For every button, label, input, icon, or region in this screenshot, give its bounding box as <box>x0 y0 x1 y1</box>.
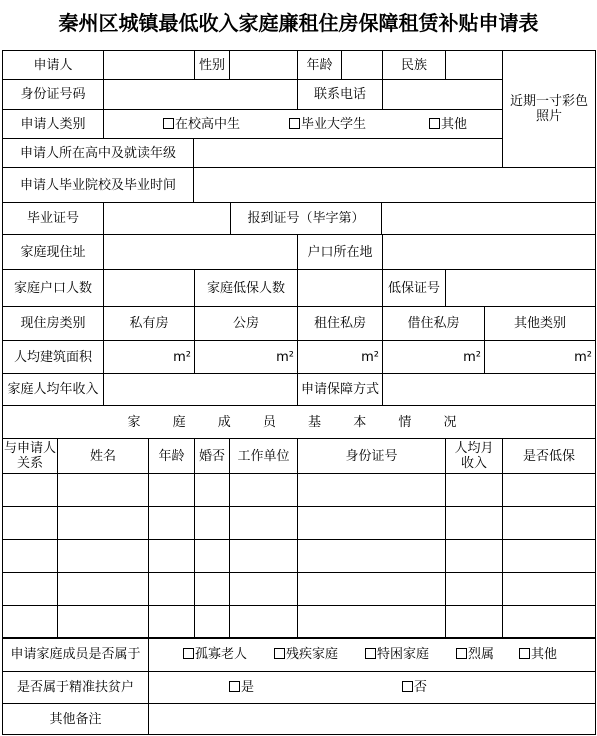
form-title: 秦州区城镇最低收入家庭廉租住房保障租赁补贴申请表 <box>58 11 539 35</box>
gender-field[interactable] <box>229 50 298 80</box>
public-house-label: 公房 <box>194 306 298 341</box>
member-cell-age[interactable] <box>148 539 195 573</box>
member-cell-marriage[interactable] <box>194 539 230 573</box>
checkbox-icon[interactable] <box>402 681 413 692</box>
col-marriage-header: 婚否 <box>194 438 230 474</box>
belong-option-label: 特困家庭 <box>377 647 430 662</box>
min-security-no-field[interactable] <box>445 269 596 307</box>
member-cell-age[interactable] <box>148 473 195 507</box>
member-cell-min-security[interactable] <box>502 572 596 606</box>
phone-label: 联系电话 <box>297 79 383 110</box>
graduation-field[interactable] <box>193 167 596 203</box>
type-option-label: 其他 <box>441 117 468 132</box>
area-public-field[interactable]: m² <box>194 340 298 374</box>
rent-private-label: 租住私房 <box>297 306 383 341</box>
graduation-label: 申请人毕业院校及毕业时间 <box>2 167 194 203</box>
borrow-private-label: 借住私房 <box>382 306 485 341</box>
checkbox-icon[interactable] <box>274 648 285 659</box>
remarks-field[interactable] <box>148 703 596 735</box>
belong-option-disabled[interactable] <box>274 647 338 662</box>
type-option-label: 在校高中生 <box>175 117 241 132</box>
member-cell-age[interactable] <box>148 605 195 639</box>
belong-option-label: 残疾家庭 <box>286 647 339 662</box>
ethnicity-label: 民族 <box>382 50 446 80</box>
belongs-options <box>148 637 596 672</box>
type-option-other[interactable] <box>429 117 467 132</box>
belongs-label: 申请家庭成员是否属于 <box>2 637 149 672</box>
member-cell-relation[interactable] <box>2 506 58 540</box>
applicant-label: 申请人 <box>2 50 104 80</box>
photo-box[interactable]: 近期一寸彩色照片 <box>502 50 596 168</box>
member-cell-income[interactable] <box>445 572 503 606</box>
member-cell-relation[interactable] <box>2 473 58 507</box>
belong-option-label: 孤寡老人 <box>195 647 248 662</box>
min-security-count-label: 家庭低保人数 <box>194 269 298 307</box>
hukou-label: 户口所在地 <box>297 234 383 270</box>
id-number-label: 身份证号码 <box>2 79 104 110</box>
member-cell-name[interactable] <box>57 539 149 573</box>
checkbox-icon[interactable] <box>289 118 300 129</box>
belong-option-label: 烈属 <box>468 647 495 662</box>
member-cell-relation[interactable] <box>2 539 58 573</box>
home-address-label: 家庭现住址 <box>2 234 104 270</box>
member-cell-min-security[interactable] <box>502 605 596 639</box>
age-field[interactable] <box>341 50 383 80</box>
checkbox-icon[interactable] <box>429 118 440 129</box>
school-grade-label: 申请人所在高中及就读年级 <box>2 138 194 168</box>
col-id-header: 身份证号 <box>297 438 446 474</box>
member-cell-min-security[interactable] <box>502 473 596 507</box>
col-name-header: 姓名 <box>57 438 149 474</box>
annual-income-field[interactable] <box>103 373 298 406</box>
applicant-type-label: 申请人类别 <box>2 109 104 139</box>
annual-income-label: 家庭人均年收入 <box>2 373 104 406</box>
type-option-highschool[interactable] <box>163 117 240 132</box>
belong-option-other[interactable] <box>519 647 557 662</box>
member-cell-employer[interactable] <box>229 473 298 507</box>
member-cell-id[interactable] <box>297 572 446 606</box>
id-number-field[interactable] <box>103 79 298 110</box>
report-no-label: 报到证号（毕字第） <box>230 202 382 235</box>
area-other-field[interactable]: m² <box>484 340 596 374</box>
phone-field[interactable] <box>382 79 503 110</box>
belong-option-martyr[interactable] <box>456 647 494 662</box>
area-private-field[interactable]: m² <box>103 340 195 374</box>
private-house-label: 私有房 <box>103 306 195 341</box>
diploma-field[interactable] <box>103 202 231 235</box>
apply-method-field[interactable] <box>382 373 596 406</box>
hukou-field[interactable] <box>382 234 596 270</box>
poverty-label: 是否属于精准扶贫户 <box>2 671 149 704</box>
col-min-security-header: 是否低保 <box>502 438 596 474</box>
member-cell-age[interactable] <box>148 506 195 540</box>
checkbox-icon[interactable] <box>183 648 194 659</box>
member-cell-marriage[interactable] <box>194 572 230 606</box>
checkbox-icon[interactable] <box>456 648 467 659</box>
member-cell-income[interactable] <box>445 539 503 573</box>
member-cell-name[interactable] <box>57 473 149 507</box>
member-cell-name[interactable] <box>57 506 149 540</box>
poverty-yes-label: 是 <box>241 680 255 695</box>
gender-label: 性别 <box>194 50 230 80</box>
housing-type-label: 现住房类别 <box>2 306 104 341</box>
member-cell-employer[interactable] <box>229 572 298 606</box>
member-cell-income[interactable] <box>445 473 503 507</box>
member-cell-id[interactable] <box>297 506 446 540</box>
other-type-label: 其他类别 <box>484 306 596 341</box>
members-section-title: 家 庭 成 员 基 本 情 况 <box>2 405 596 439</box>
member-cell-relation[interactable] <box>2 572 58 606</box>
member-cell-employer[interactable] <box>229 605 298 639</box>
per-capita-area-label: 人均建筑面积 <box>2 340 104 374</box>
member-cell-id[interactable] <box>297 473 446 507</box>
member-cell-marriage[interactable] <box>194 473 230 507</box>
member-cell-name[interactable] <box>57 605 149 639</box>
ethnicity-field[interactable] <box>445 50 503 80</box>
area-borrow-field[interactable]: m² <box>382 340 485 374</box>
min-security-count-field[interactable] <box>297 269 383 307</box>
checkbox-icon[interactable] <box>163 118 174 129</box>
applicant-field[interactable] <box>103 50 195 80</box>
belong-option-label: 其他 <box>531 647 558 662</box>
member-cell-age[interactable] <box>148 572 195 606</box>
member-cell-employer[interactable] <box>229 539 298 573</box>
col-age-header: 年龄 <box>148 438 195 474</box>
col-employer-header: 工作单位 <box>229 438 298 474</box>
diploma-label: 毕业证号 <box>2 202 104 235</box>
member-cell-income[interactable] <box>445 506 503 540</box>
member-cell-marriage[interactable] <box>194 506 230 540</box>
home-address-field[interactable] <box>103 234 298 270</box>
member-cell-income[interactable] <box>445 605 503 639</box>
col-income-header: 人均月收入 <box>445 438 503 474</box>
poverty-no-label: 否 <box>414 680 428 695</box>
age-label: 年龄 <box>297 50 342 80</box>
checkbox-icon[interactable] <box>229 681 240 692</box>
member-cell-employer[interactable] <box>229 506 298 540</box>
poverty-yes-option[interactable] <box>229 680 254 695</box>
type-option-graduate[interactable] <box>289 117 366 132</box>
member-cell-id[interactable] <box>297 605 446 639</box>
household-size-label: 家庭户口人数 <box>2 269 104 307</box>
member-cell-name[interactable] <box>57 572 149 606</box>
member-cell-marriage[interactable] <box>194 605 230 639</box>
member-cell-relation[interactable] <box>2 605 58 639</box>
poverty-no-option[interactable] <box>402 680 427 695</box>
belong-option-elderly[interactable] <box>183 647 247 662</box>
col-relation-header: 与申请人关系 <box>2 438 58 474</box>
poverty-options <box>148 671 596 704</box>
remarks-label: 其他备注 <box>2 703 149 735</box>
apply-method-label: 申请保障方式 <box>297 373 383 406</box>
min-security-no-label: 低保证号 <box>382 269 446 307</box>
checkbox-icon[interactable] <box>519 648 530 659</box>
checkbox-icon[interactable] <box>365 648 376 659</box>
area-rent-field[interactable]: m² <box>297 340 383 374</box>
member-cell-min-security[interactable] <box>502 539 596 573</box>
school-grade-field[interactable] <box>193 138 503 168</box>
applicant-type-options <box>103 109 503 139</box>
type-option-label: 毕业大学生 <box>301 117 367 132</box>
report-no-field[interactable] <box>381 202 596 235</box>
member-cell-id[interactable] <box>297 539 446 573</box>
member-cell-min-security[interactable] <box>502 506 596 540</box>
household-size-field[interactable] <box>103 269 195 307</box>
belong-option-poverty[interactable] <box>365 647 429 662</box>
